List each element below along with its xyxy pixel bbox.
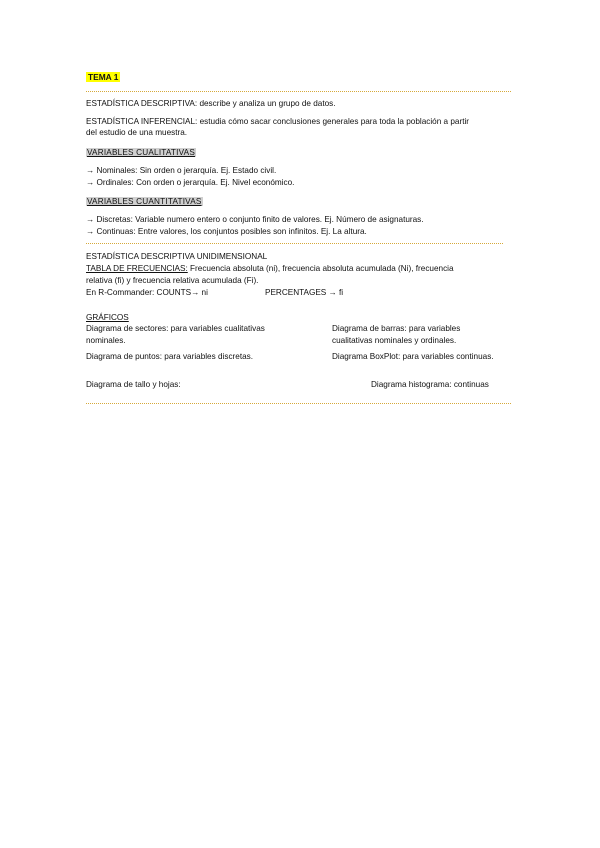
divider bbox=[86, 243, 503, 244]
rcommander-percentages: PERCENTAGES → fi bbox=[265, 288, 344, 297]
puntos-text: Diagrama de puntos: para variables discretas. bbox=[86, 352, 254, 361]
nominales-term: Nominales: bbox=[96, 166, 138, 175]
arrow-icon: → bbox=[86, 215, 95, 224]
list-item-nominales bbox=[86, 165, 276, 176]
unidimensional-heading: ESTADÍSTICA DESCRIPTIVA UNIDIMENSIONAL bbox=[86, 252, 268, 261]
inferencial-text: estudia cómo sacar conclusiones generales para toda la población a partir bbox=[197, 117, 470, 126]
inferencial-line2: del estudio de una muestra. bbox=[86, 128, 188, 137]
tabla-frecuencias bbox=[86, 263, 454, 274]
boxplot-text: Diagrama BoxPlot: para variables continuas. bbox=[332, 352, 494, 361]
tallo-text: Diagrama de tallo y hojas: bbox=[86, 380, 181, 389]
continuas-term: Continuas: bbox=[96, 227, 136, 236]
cuantitativas-heading-text: VARIABLES CUANTITATIVAS bbox=[87, 197, 202, 206]
discretas-text: Variable numero entero o conjunto finito de valores. Ej. Número de asignaturas. bbox=[132, 215, 424, 224]
ordinales-text: Con orden o jerarquía. Ej. Nivel económico. bbox=[133, 178, 295, 187]
list-item-discretas bbox=[86, 214, 424, 225]
page-title bbox=[86, 72, 120, 83]
tema-title: TEMA 1 bbox=[88, 72, 119, 82]
cualitativas-heading-text: VARIABLES CUALITATIVAS bbox=[87, 148, 195, 157]
arrow-icon: → bbox=[86, 178, 95, 187]
tabla-term: TABLA DE FRECUENCIAS: bbox=[86, 264, 188, 273]
tabla-line2: relativa (fi) y frecuencia relativa acumulada (Fi). bbox=[86, 276, 259, 285]
descriptiva-term: ESTADÍSTICA DESCRIPTIVA: bbox=[86, 99, 198, 108]
discretas-term: Discretas: bbox=[96, 215, 133, 224]
cualitativas-heading bbox=[86, 147, 196, 158]
inferencial-definition bbox=[86, 116, 469, 127]
continuas-text: Entre valores, los conjuntos posibles son infinitos. Ej. La altura. bbox=[135, 227, 367, 236]
arrow-icon: → bbox=[86, 227, 95, 236]
sectores-line1: Diagrama de sectores: para variables cualitativas bbox=[86, 324, 265, 333]
descriptiva-text: describe y analiza un grupo de datos. bbox=[197, 99, 336, 108]
cuantitativas-heading bbox=[86, 196, 203, 207]
barras-line2: cualitativas nominales y ordinales. bbox=[332, 336, 457, 345]
arrow-icon: → bbox=[86, 166, 95, 175]
histograma-text: Diagrama histograma: continuas bbox=[371, 380, 489, 389]
nominales-text: Sin orden o jerarquía. Ej. Estado civil. bbox=[137, 166, 277, 175]
sectores-line2: nominales. bbox=[86, 336, 126, 345]
list-item-continuas bbox=[86, 226, 367, 237]
descriptiva-definition bbox=[86, 98, 336, 109]
rcommander-counts: En R-Commander: COUNTS→ ni bbox=[86, 288, 208, 297]
inferencial-term: ESTADÍSTICA INFERENCIAL: bbox=[86, 117, 198, 126]
tabla-text: Frecuencia absoluta (ni), frecuencia absoluta acumulada (Ni), frecuencia bbox=[187, 264, 454, 273]
divider bbox=[86, 403, 511, 404]
graficos-heading: GRÁFICOS bbox=[86, 313, 129, 322]
ordinales-term: Ordinales: bbox=[96, 178, 134, 187]
list-item-ordinales bbox=[86, 177, 294, 188]
divider bbox=[86, 91, 511, 92]
barras-line1: Diagrama de barras: para variables bbox=[332, 324, 461, 333]
